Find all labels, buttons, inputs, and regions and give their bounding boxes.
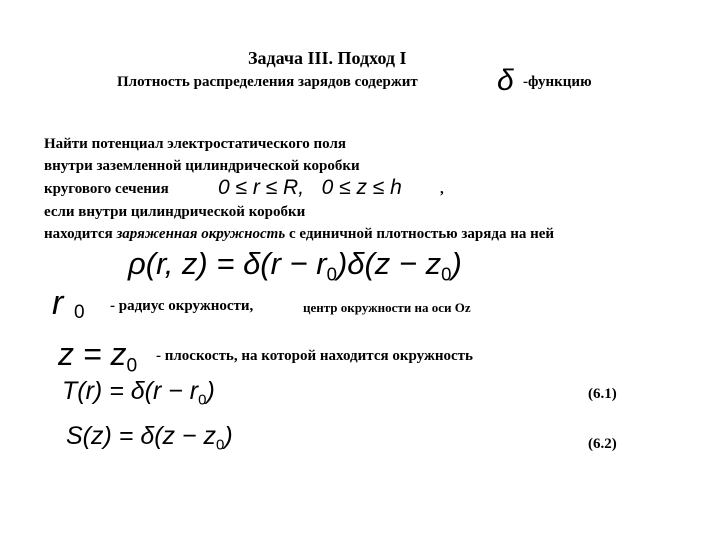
problem-line-2: внутри заземленной цилиндрической коробки <box>44 158 360 174</box>
problem-line-4: если внутри цилиндрической коробки <box>44 204 306 220</box>
problem-line-5 <box>44 226 554 243</box>
charged-circle-text: заряженная окружность <box>116 226 286 242</box>
density-lhs: ρ(r, z) = δ(r − r <box>128 246 327 281</box>
eq-6-2-sub: 0 <box>216 436 225 454</box>
plane-text: - плоскость, на которой находится окружность <box>156 348 473 364</box>
density-sub-z: 0 <box>441 263 452 285</box>
range-formula: 0 ≤ r ≤ R, 0 ≤ z ≤ h <box>218 176 402 199</box>
eq-6-2-end: ) <box>224 422 233 450</box>
eq-6-2-formula <box>66 422 233 453</box>
page-title: Задача III. Подход I <box>248 48 407 68</box>
problem-line-1: Найти потенциал электростатического поля <box>44 136 346 152</box>
eq-6-1-formula <box>62 377 215 408</box>
density-formula <box>128 246 462 286</box>
eq-6-1-lhs: T(r) = δ(r − r <box>62 377 199 405</box>
plane-sub: 0 <box>126 355 138 377</box>
plane-formula <box>58 336 137 378</box>
density-sub-r: 0 <box>326 263 337 285</box>
plane-lhs: z = z <box>58 336 127 372</box>
eq-6-2-label: (6.2) <box>588 436 617 452</box>
eq-6-1-sub: 0 <box>198 391 207 409</box>
radius-sub: 0 <box>74 302 85 323</box>
center-text: центр окружности на оси Oz <box>303 300 471 315</box>
radius-text: - радиус окружности, <box>110 298 254 314</box>
problem-line-3-text: кругового сечения <box>44 181 169 197</box>
eq-6-1-end: ) <box>206 377 215 405</box>
problem-line-5-a: находится <box>44 226 117 242</box>
problem-line-3-comma: , <box>440 181 444 197</box>
radius-symbol: r <box>52 284 64 322</box>
subtitle-after: -функцию <box>523 74 592 90</box>
subtitle-line <box>117 74 418 91</box>
density-mid: )δ(z − z <box>336 246 442 281</box>
eq-6-2-lhs: S(z) = δ(z − z <box>66 422 217 450</box>
density-end: ) <box>451 246 462 281</box>
eq-6-1-label: (6.1) <box>588 386 617 402</box>
problem-line-5-b: с единичной плотностью заряда на ней <box>285 226 555 242</box>
subtitle-before: Плотность распределения зарядов содержит <box>117 74 418 90</box>
delta-symbol: δ <box>497 64 514 97</box>
